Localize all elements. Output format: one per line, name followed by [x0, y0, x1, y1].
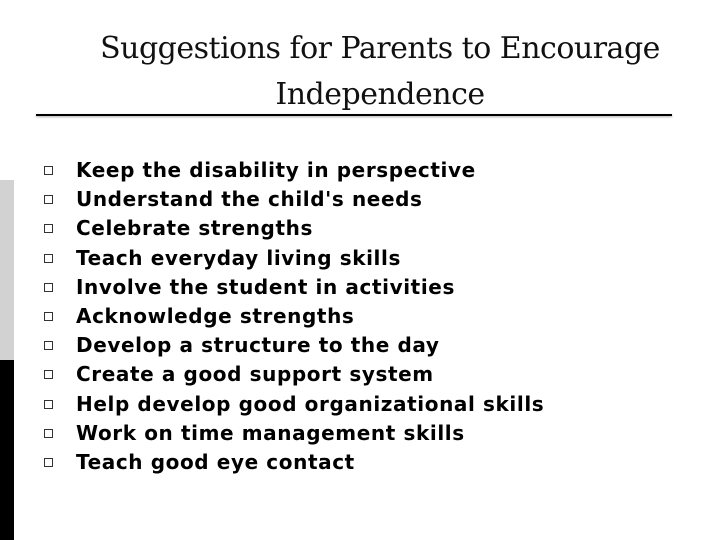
bullet-text: Develop a structure to the day	[76, 333, 440, 358]
bullet-text: Acknowledge strengths	[76, 303, 355, 328]
bullet-text: Understand the child's needs	[76, 187, 423, 212]
bullet-text: Celebrate strengths	[76, 216, 313, 241]
slide-title-line-1: Suggestions for Parents to Encourage	[100, 31, 660, 66]
bullet-text: Involve the student in activities	[76, 274, 455, 299]
side-accent-bar-light	[0, 180, 14, 360]
slide-title-line-2: Independence	[275, 77, 485, 112]
title-divider	[36, 114, 672, 116]
square-bullet-icon	[44, 254, 53, 263]
square-bullet-icon	[44, 195, 53, 204]
bullet-text: Create a good support system	[76, 362, 434, 387]
square-bullet-icon	[44, 370, 53, 379]
square-bullet-icon	[44, 341, 53, 350]
bullet-text: Teach everyday living skills	[76, 245, 401, 270]
square-bullet-icon	[44, 400, 53, 409]
slide-title	[40, 26, 720, 118]
square-bullet-icon	[44, 166, 53, 175]
square-bullet-icon	[44, 224, 53, 233]
side-accent-bar-dark	[0, 360, 14, 540]
square-bullet-icon	[44, 429, 53, 438]
square-bullet-icon	[44, 312, 53, 321]
square-bullet-icon	[44, 283, 53, 292]
bullet-text: Keep the disability in perspective	[76, 158, 476, 182]
square-bullet-icon	[44, 458, 53, 467]
bullet-text: Help develop good organizational skills	[76, 391, 545, 416]
bullet-text: Teach good eye contact	[76, 449, 355, 474]
bullet-text: Work on time management skills	[76, 420, 465, 445]
